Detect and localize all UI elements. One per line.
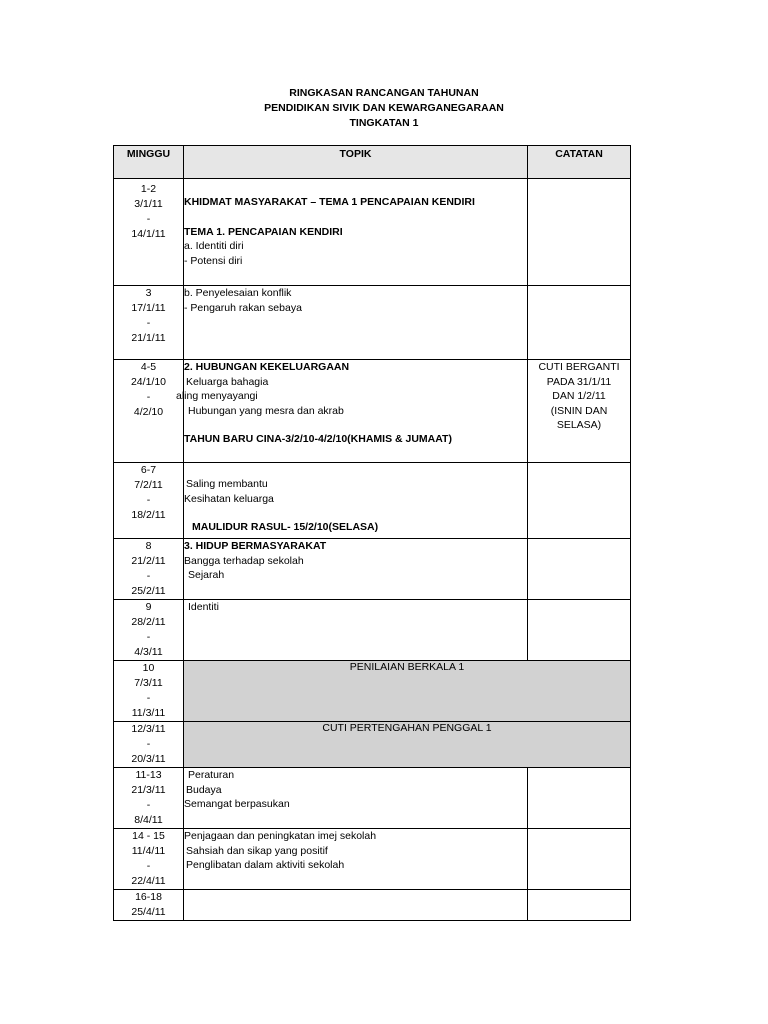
table-row — [114, 722, 631, 768]
table-row — [114, 890, 631, 921]
note-cell — [528, 463, 631, 539]
topic-item: Sejarah — [188, 569, 225, 581]
week-cell: 1-2 3/1/11 - 14/1/11 — [114, 179, 184, 286]
note-cell — [528, 286, 631, 360]
topic-item: aling menyayangi — [176, 390, 258, 402]
topic-item: a. Identiti diri — [184, 240, 244, 252]
table-row — [114, 286, 631, 360]
week-cell: 14 - 15 11/4/11 - 22/4/11 — [114, 829, 184, 890]
topic-cell — [184, 179, 528, 286]
table-row — [114, 661, 631, 722]
note-cell: CUTI BERGANTI PADA 31/1/11 DAN 1/2/11 (ISNIN DAN SELASA) — [528, 360, 631, 463]
topic-item: Hubungan yang mesra dan akrab — [188, 404, 344, 417]
topic-cell — [184, 539, 528, 600]
week-cell: 6-7 7/2/11 - 18/2/11 — [114, 463, 184, 539]
topic-cell — [184, 463, 528, 539]
week-cell: 4-5 24/1/10 - 4/2/10 — [114, 360, 184, 463]
topic-item: Budaya — [186, 783, 222, 796]
note-cell — [528, 600, 631, 661]
table-row — [114, 600, 631, 661]
yearly-plan-table — [113, 145, 631, 921]
holiday-note: MAULIDUR RASUL- 15/2/10(SELASA) — [192, 521, 379, 533]
week-cell: 11-13 21/3/11 - 8/4/11 — [114, 768, 184, 829]
topic-item: Semangat berpasukan — [184, 798, 290, 810]
topic-item: Kesihatan keluarga — [184, 492, 274, 505]
topic-item: Identiti — [188, 601, 219, 613]
topic-heading: 2. HUBUNGAN KEKELUARGAAN — [184, 361, 350, 373]
header-topik: TOPIK — [184, 146, 528, 179]
header-catatan: CATATAN — [528, 146, 631, 179]
topic-cell — [176, 360, 528, 463]
table-row — [114, 463, 631, 539]
note-cell — [528, 179, 631, 286]
note-cell — [528, 829, 631, 890]
document-form-level: TINGKATAN 1 — [349, 117, 419, 129]
table-row — [114, 179, 631, 286]
week-cell: 9 28/2/11 - 4/3/11 — [114, 600, 184, 661]
table-row — [114, 768, 631, 829]
topic-item: Bangga terhadap sekolah — [184, 554, 304, 567]
topic-item: b. Penyelesaian konflik — [184, 287, 292, 299]
table-row — [114, 360, 631, 463]
table-header-row — [114, 146, 631, 179]
document-title-block — [0, 86, 768, 131]
topic-item: - Potensi diri — [184, 254, 243, 267]
table-row — [114, 829, 631, 890]
topic-heading: 3. HIDUP BERMASYARAKAT — [184, 540, 327, 552]
week-cell: 16-18 25/4/11 — [114, 890, 184, 921]
note-cell — [528, 890, 631, 921]
note-cell — [528, 539, 631, 600]
topic-cell — [184, 829, 528, 890]
table-row — [114, 539, 631, 600]
topic-cell — [184, 768, 528, 829]
topic-item: - Pengaruh rakan sebaya — [184, 301, 302, 314]
holiday-banner: CUTI PERTENGAHAN PENGGAL 1 — [184, 722, 631, 768]
document-title: RINGKASAN RANCANGAN TAHUNAN — [289, 87, 479, 99]
topic-cell — [184, 890, 528, 921]
topic-item: Penglibatan dalam aktiviti sekolah — [186, 859, 345, 871]
week-cell: 12/3/11 - 20/3/11 — [114, 722, 184, 768]
holiday-note: TAHUN BARU CINA-3/2/10-4/2/10(KHAMIS & JUMAAT) — [184, 433, 452, 445]
topic-heading: KHIDMAT MASYARAKAT – TEMA 1 PENCAPAIAN KENDIRI — [184, 196, 475, 208]
topic-item: Keluarga bahagia — [186, 375, 269, 388]
topic-theme: TEMA 1. PENCAPAIAN KENDIRI — [184, 225, 343, 238]
topic-cell — [184, 286, 528, 360]
topic-item: Sahsiah dan sikap yang positif — [186, 844, 328, 857]
topic-item: Peraturan — [188, 769, 235, 781]
week-cell: 8 21/2/11 - 25/2/11 — [114, 539, 184, 600]
topic-cell — [184, 600, 528, 661]
topic-item: Saling membantu — [186, 478, 268, 490]
topic-item: Penjagaan dan peningkatan imej sekolah — [184, 830, 377, 842]
assessment-banner: PENILAIAN BERKALA 1 — [184, 661, 631, 722]
week-cell: 10 7/3/11 - 11/3/11 — [114, 661, 184, 722]
header-minggu: MINGGU — [114, 146, 184, 179]
week-cell: 3 17/1/11 - 21/1/11 — [114, 286, 184, 360]
note-cell — [528, 768, 631, 829]
document-subject: PENDIDIKAN SIVIK DAN KEWARGANEGARAAN — [264, 102, 504, 114]
